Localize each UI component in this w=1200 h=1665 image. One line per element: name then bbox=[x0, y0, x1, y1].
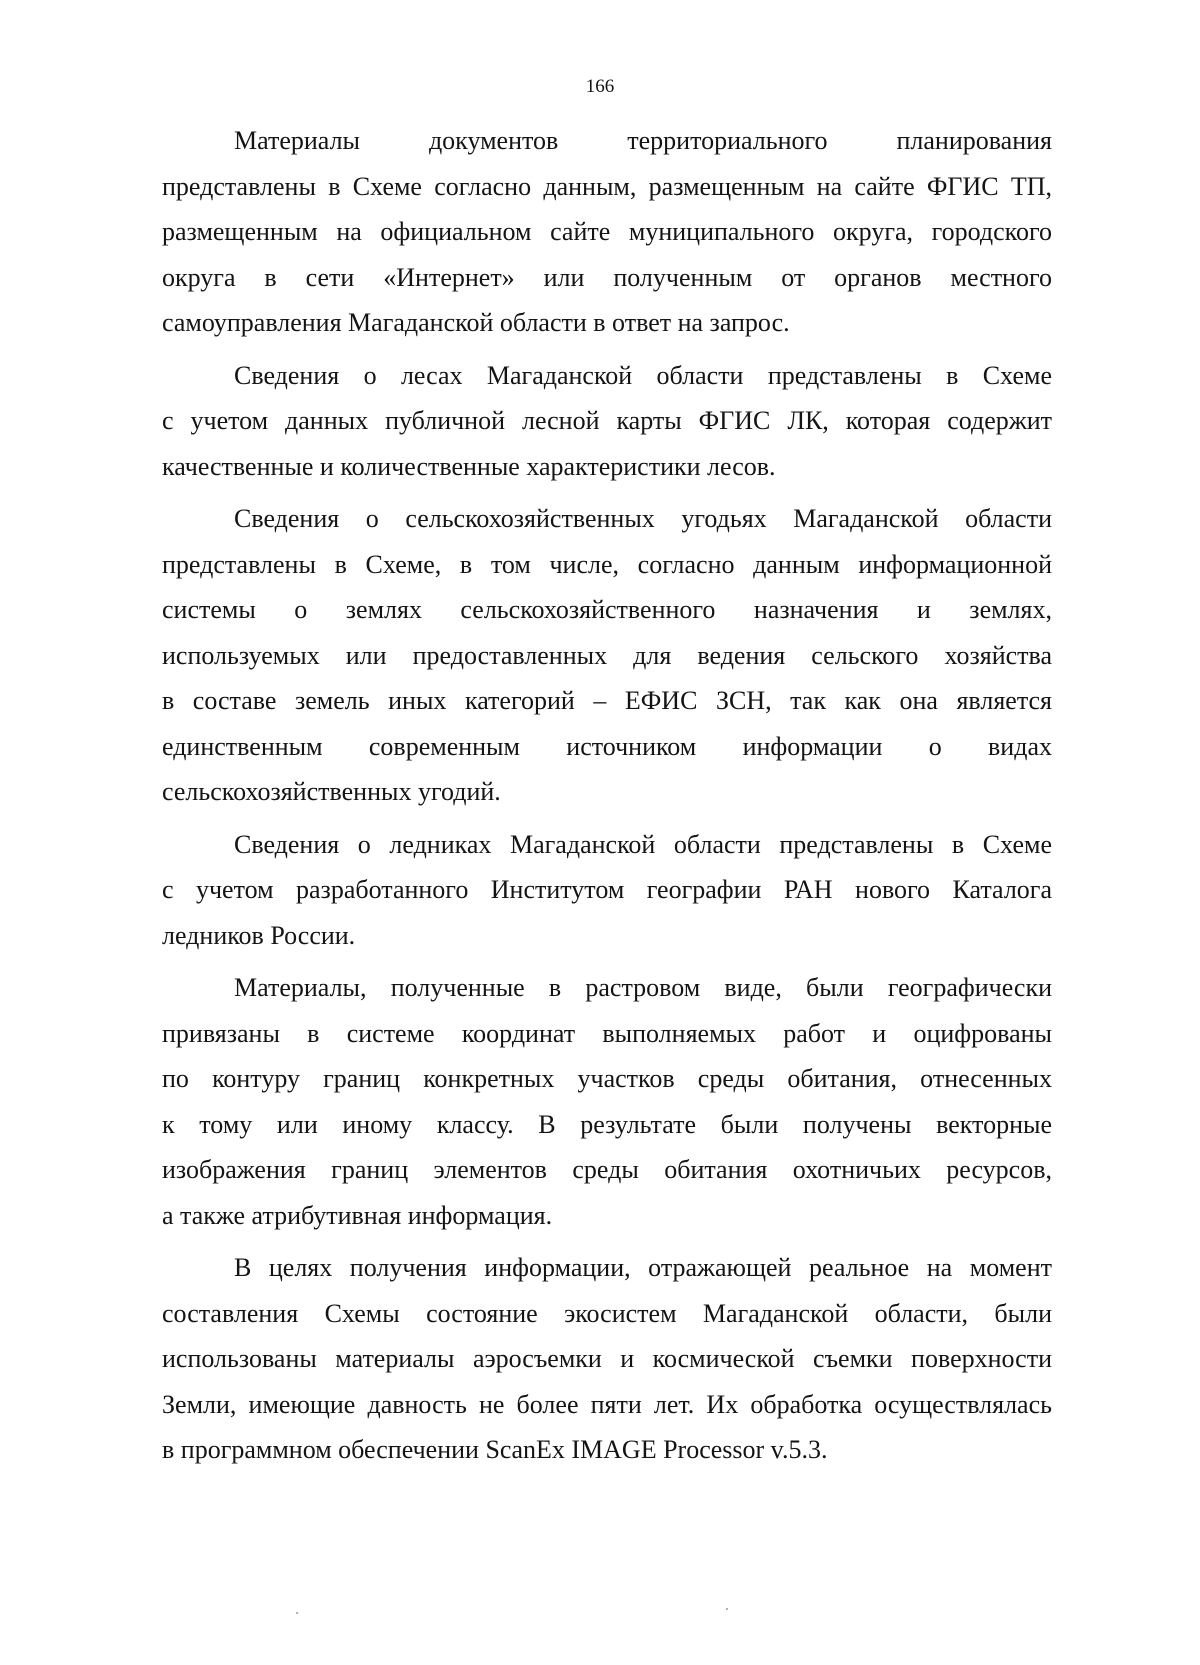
text-line: единственным современным источником информации о видах bbox=[162, 731, 1052, 761]
text-line: в программном обеспечении ScanEx IMAGE Processor v.5.3. bbox=[162, 1435, 828, 1464]
text-line: составления Схемы состояние экосистем Магаданской области, были bbox=[162, 1298, 1052, 1328]
scan-speck bbox=[726, 1608, 728, 1610]
paragraph bbox=[162, 822, 1052, 959]
text-line: самоуправления Магаданской области в ответ на запрос. bbox=[162, 308, 790, 337]
text-line: использованы материалы аэросъемки и космической съемки поверхности bbox=[162, 1344, 1052, 1373]
text-line: а также атрибутивная информация. bbox=[162, 1200, 553, 1230]
text-line: Сведения о сельскохозяйственных угодьях Магаданской области bbox=[234, 504, 1052, 533]
text-line: округа в сети «Интернет» или полученным от органов местного bbox=[162, 262, 1052, 292]
text-line: системы о землях сельскохозяйственного назначения и землях, bbox=[162, 595, 1052, 624]
page-number: 166 bbox=[585, 76, 615, 97]
text-line: с учетом данных публичной лесной карты ФГИС ЛК, которая содержит bbox=[162, 406, 1052, 435]
text-line: Земли, имеющие давность не более пяти лет. Их обработка осуществлялась bbox=[162, 1389, 1052, 1419]
paragraph bbox=[162, 353, 1052, 490]
text-line: Материалы, полученные в растровом виде, были географически bbox=[234, 973, 1052, 1002]
text-line: Сведения о ледниках Магаданской области представлены в Схеме bbox=[234, 829, 1052, 859]
paragraph bbox=[162, 496, 1052, 815]
text-line: В целях получения информации, отражающей реальное на момент bbox=[234, 1253, 1052, 1282]
paragraph bbox=[162, 965, 1052, 1238]
text-line: качественные и количественные характеристики лесов. bbox=[162, 451, 776, 481]
body-text bbox=[162, 118, 1052, 1480]
text-line: представлены в Схеме, в том числе, согласно данным информационной bbox=[162, 549, 1052, 579]
paragraph bbox=[162, 1245, 1052, 1473]
text-line: с учетом разработанного Институтом географии РАН нового Каталога bbox=[162, 875, 1052, 904]
scan-speck bbox=[296, 1612, 298, 1614]
text-line: Сведения о лесах Магаданской области представлены в Схеме bbox=[234, 360, 1052, 390]
text-line: сельскохозяйственных угодий. bbox=[162, 777, 501, 806]
paragraph bbox=[162, 118, 1052, 346]
text-line: размещенным на официальном сайте муниципального округа, городского bbox=[162, 217, 1052, 246]
text-line: в составе земель иных категорий – ЕФИС ЗСН, так как она является bbox=[162, 686, 1052, 715]
text-line: представлены в Схеме согласно данным, размещенным на сайте ФГИС ТП, bbox=[162, 171, 1052, 201]
text-line: используемых или предоставленных для ведения сельского хозяйства bbox=[162, 640, 1052, 670]
text-line: Материалы документов территориального планирования bbox=[234, 126, 1052, 155]
text-line: ледников России. bbox=[162, 920, 356, 950]
text-line: привязаны в системе координат выполняемых работ и оцифрованы bbox=[162, 1018, 1052, 1048]
text-line: по контуру границ конкретных участков среды обитания, отнесенных bbox=[162, 1064, 1052, 1093]
text-line: изображения границ элементов среды обитания охотничьих ресурсов, bbox=[162, 1155, 1052, 1184]
text-line: к тому или иному классу. В результате были получены векторные bbox=[162, 1109, 1052, 1139]
